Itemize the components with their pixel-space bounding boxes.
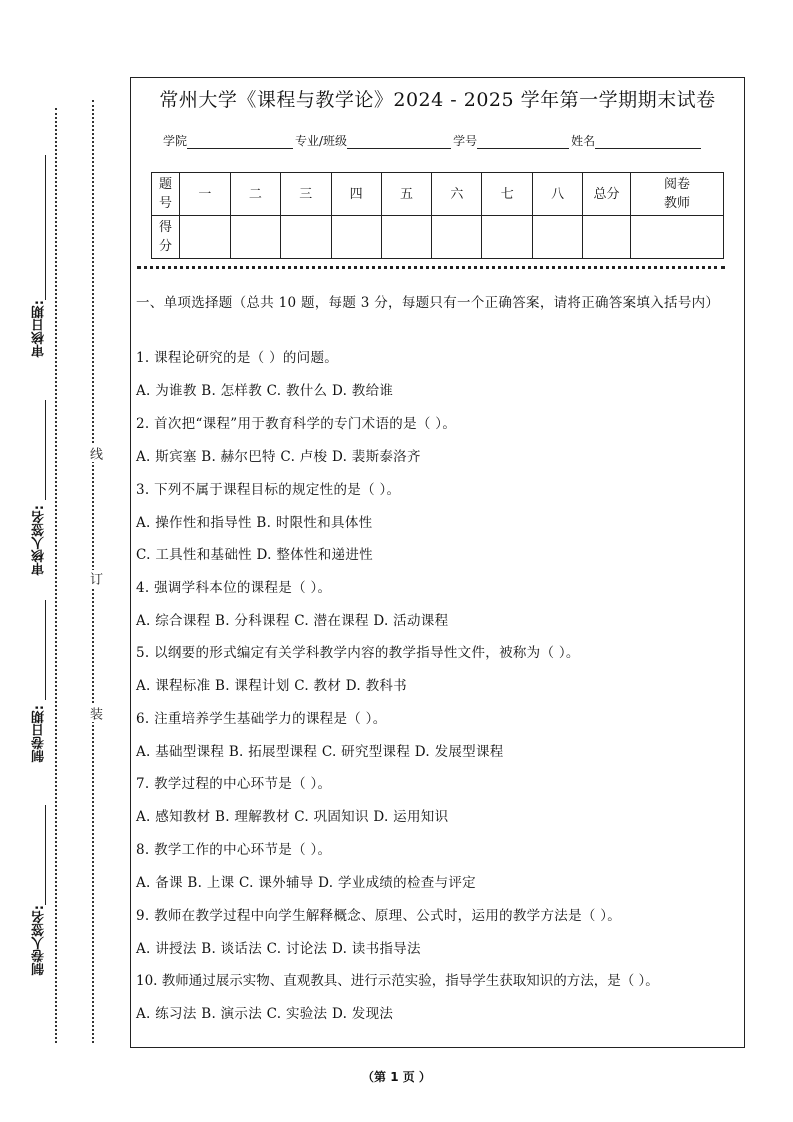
score-cell-4[interactable] (331, 216, 381, 259)
question-4-options: A. 综合课程 B. 分科课程 C. 潜在课程 D. 活动课程 (136, 613, 449, 629)
binding-mark-line: 线 (87, 447, 102, 460)
review-date-line (45, 155, 46, 300)
score-cell-6[interactable] (432, 216, 482, 259)
binding-mark-staple: 订 (87, 572, 102, 585)
student-id-label: 学号 (453, 134, 478, 148)
col-8: 八 (533, 173, 583, 216)
score-cell-7[interactable] (482, 216, 533, 259)
score-label: 得分 (152, 216, 180, 259)
binding-dotted-line-left (55, 108, 57, 1043)
name-field[interactable] (595, 134, 701, 149)
reviewer-sign-line (45, 400, 46, 500)
col-3: 三 (280, 173, 331, 216)
question-10: 10. 教师通过展示实物、直观教具、进行示范实验，指导学生获取知识的方法，是（ ）。 (136, 973, 659, 989)
col-2: 二 (230, 173, 280, 216)
page-number: （第 1 页 ） (362, 1070, 431, 1084)
question-7-options: A. 感知教材 B. 理解教材 C. 巩固知识 D. 运用知识 (136, 809, 449, 825)
maker-sign-line (45, 805, 46, 905)
make-date-line (45, 600, 46, 700)
score-cell-1[interactable] (179, 216, 230, 259)
make-date-label: 制卷日期: (32, 705, 47, 763)
student-info-row (163, 132, 703, 149)
col-6: 六 (432, 173, 482, 216)
grader-label: 阅卷教师 (631, 173, 724, 216)
col-1: 一 (179, 173, 230, 216)
score-table-score-row (152, 216, 724, 259)
question-1-options: A. 为谁教 B. 怎样教 C. 教什么 D. 教给谁 (136, 383, 394, 399)
review-date-label: 审核日期: (32, 300, 47, 358)
maker-sign-label: 制卷人签名: (32, 905, 47, 976)
question-6-options: A. 基础型课程 B. 拓展型课程 C. 研究型课程 D. 发展型课程 (136, 744, 504, 760)
question-9-options: A. 讲授法 B. 谈话法 C. 讨论法 D. 读书指导法 (136, 941, 421, 957)
question-7: 7. 教学过程的中心环节是（ ）。 (136, 776, 332, 792)
question-2: 2. 首次把“课程”用于教育科学的专门术语的是（ ）。 (136, 416, 457, 432)
question-6: 6. 注重培养学生基础学力的课程是（ ）。 (136, 711, 387, 727)
question-10-options: A. 练习法 B. 演示法 C. 实验法 D. 发现法 (136, 1006, 394, 1022)
name-label: 姓名 (571, 134, 596, 148)
score-cell-3[interactable] (280, 216, 331, 259)
question-3-options-row1: A. 操作性和指导性 B. 时限性和具体性 (136, 515, 373, 531)
col-4: 四 (331, 173, 381, 216)
question-number-label: 题号 (152, 173, 180, 216)
question-4: 4. 强调学科本位的课程是（ ）。 (136, 580, 332, 596)
score-table-header-row (152, 173, 724, 216)
binding-mark-bind: 装 (87, 707, 102, 720)
major-field[interactable] (347, 134, 451, 149)
question-5: 5. 以纲要的形式编定有关学科教学内容的教学指导性文件，被称为（ ）。 (136, 645, 580, 661)
section-heading: 一、单项选择题（总共 10 题，每题 3 分，每题只有一个正确答案，请将正确答案填入括号内） (136, 295, 720, 311)
score-cell-grader[interactable] (631, 216, 724, 259)
col-total: 总分 (583, 173, 631, 216)
major-label: 专业/班级 (295, 134, 348, 148)
question-3: 3. 下列不属于课程目标的规定性的是（ ）。 (136, 482, 401, 498)
question-3-options-row2: C. 工具性和基础性 D. 整体性和递进性 (136, 547, 373, 563)
question-1: 1. 课程论研究的是（ ）的问题。 (136, 350, 339, 366)
score-cell-total[interactable] (583, 216, 631, 259)
question-5-options: A. 课程标准 B. 课程计划 C. 教材 D. 教科书 (136, 678, 407, 694)
college-field[interactable] (187, 134, 293, 149)
question-2-options: A. 斯宾塞 B. 赫尔巴特 C. 卢梭 D. 裴斯泰洛齐 (136, 449, 421, 465)
question-9: 9. 教师在教学过程中向学生解释概念、原理、公式时，运用的教学方法是（ ）。 (136, 908, 622, 924)
question-8-options: A. 备课 B. 上课 C. 课外辅导 D. 学业成绩的检查与评定 (136, 875, 476, 891)
section-separator (137, 266, 725, 269)
college-label: 学院 (163, 134, 188, 148)
question-8: 8. 教学工作的中心环节是（ ）。 (136, 842, 332, 858)
col-7: 七 (482, 173, 533, 216)
col-5: 五 (381, 173, 432, 216)
student-id-field[interactable] (477, 134, 569, 149)
score-table (151, 172, 724, 259)
reviewer-sign-label: 审核人签名: (32, 505, 47, 576)
score-cell-2[interactable] (230, 216, 280, 259)
score-cell-5[interactable] (381, 216, 432, 259)
score-cell-8[interactable] (533, 216, 583, 259)
exam-title: 常州大学《课程与教学论》2024 - 2025 学年第一学期期末试卷 (159, 89, 716, 111)
